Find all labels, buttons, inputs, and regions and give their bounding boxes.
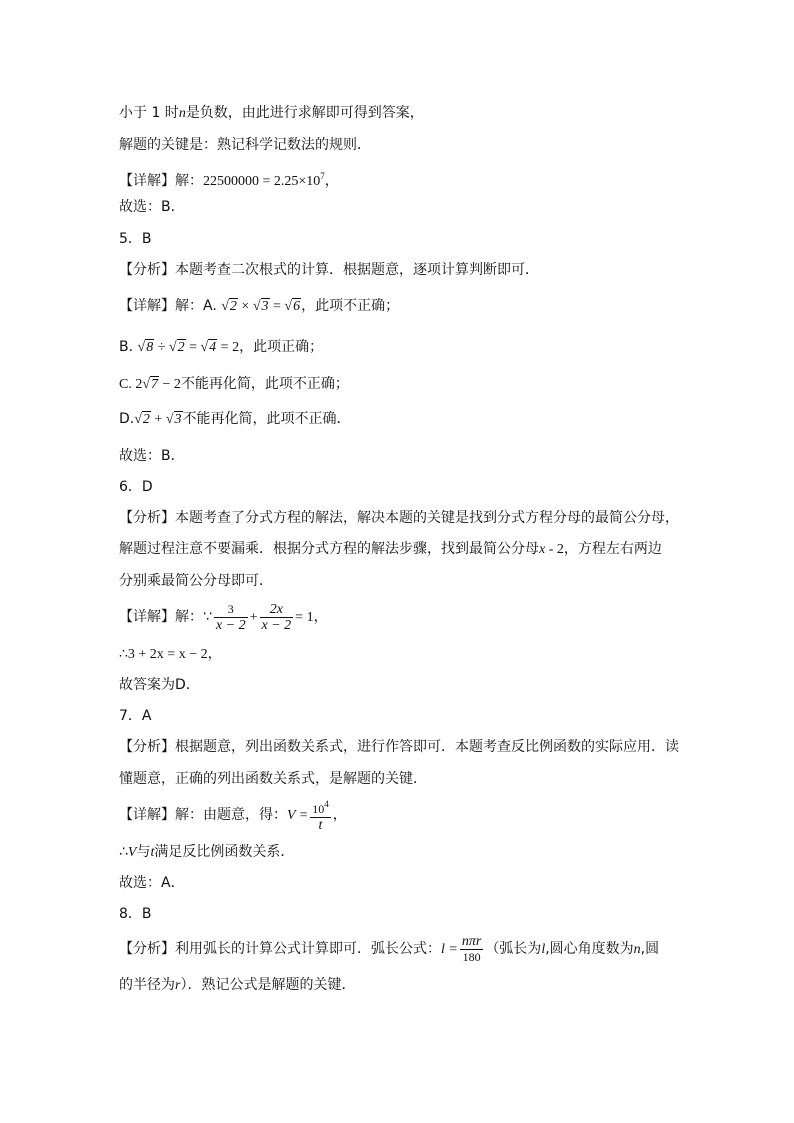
numerator: 10	[312, 802, 325, 816]
radicand: 8	[146, 340, 154, 355]
denominator: 180	[462, 949, 481, 964]
radicand: 7	[151, 377, 159, 392]
operator: = 1	[295, 610, 314, 625]
text-line	[119, 167, 339, 191]
sqrt-expression: √3	[252, 299, 269, 314]
text: ，	[207, 646, 222, 662]
denominator: x − 2	[261, 617, 292, 633]
text: ,圆	[640, 941, 660, 957]
text-line: 【分析】根据题意，列出函数关系式，进行作答即可．本题考查反比例函数的实际应用．读	[119, 739, 679, 755]
text: ，	[313, 609, 328, 625]
radicand: 3	[174, 412, 182, 427]
math-expression: - 2	[545, 542, 564, 557]
denominator: t	[318, 818, 323, 833]
math-expression: V =	[287, 808, 309, 823]
sqrt-expression: √2	[134, 412, 150, 427]
text: 【分析】利用弧长的计算公式计算即可．弧长公式：	[119, 941, 441, 957]
text: ,圆心角度数为	[545, 941, 634, 957]
operator: +	[150, 412, 166, 427]
question-number: 6．D	[119, 479, 153, 495]
text: 与	[136, 844, 151, 860]
text: （弧长为	[485, 941, 542, 957]
question-number: 5．B	[119, 231, 152, 247]
text-line: 懂题意，正确的列出函数关系式，是解题的关键．	[119, 771, 427, 787]
fraction	[214, 602, 248, 633]
text-line	[119, 540, 662, 559]
text-line: 故答案为D．	[119, 677, 200, 693]
text-line	[119, 600, 328, 635]
radicand: 3	[261, 299, 269, 314]
question-number: 7．A	[119, 708, 152, 724]
text: C. 2	[119, 377, 143, 392]
text: 的半径为	[119, 977, 175, 993]
text: ，	[332, 807, 347, 823]
text: ）．熟记公式是解题的关键．	[180, 977, 356, 993]
math-expression: ∴3 + 2x = x − 2	[119, 647, 208, 662]
operator: =	[269, 299, 285, 314]
numerator: 2x	[260, 602, 294, 618]
text: B.	[119, 339, 134, 355]
text-line	[119, 338, 323, 357]
text-line	[119, 645, 222, 664]
math-var: n	[633, 942, 641, 957]
radicand: 6	[293, 299, 301, 314]
text-line: 【分析】本题考查了分式方程的解法，解决本题的关键是找到分式方程分母的最简公分母，	[119, 510, 679, 526]
exponent: 4	[324, 799, 329, 809]
text: 【详解】解：由题意，得：	[119, 807, 287, 823]
operator: − 2	[159, 377, 181, 392]
text: D.	[119, 411, 135, 427]
denominator: x − 2	[215, 617, 246, 633]
numerator: nπr	[461, 933, 482, 949]
text-line: 分别乘最简公分母即可．	[119, 573, 273, 589]
text: 【详解】解：A.	[119, 298, 217, 314]
text-line	[119, 297, 399, 316]
text-line: 【分析】本题考查二次根式的计算．根据题意，逐项计算判断即可．	[119, 262, 539, 278]
text-line: 解题的关键是：熟记科学记数法的规则．	[119, 137, 371, 153]
text: 满足反比例函数关系．	[154, 844, 295, 860]
text-line	[119, 797, 347, 833]
sqrt-expression: √4	[200, 340, 217, 355]
text: 不能再化简，此项不正确；	[180, 376, 349, 392]
text-line: 故选：B．	[119, 448, 185, 464]
text-line: 故选：B．	[119, 199, 185, 215]
math-var: l	[541, 942, 546, 957]
text: 小于 1 时	[119, 105, 179, 121]
numerator: 3	[214, 602, 248, 618]
text-line	[119, 410, 351, 429]
operator: =	[185, 340, 201, 355]
text: ，	[324, 173, 339, 189]
sqrt-expression: √2	[168, 340, 185, 355]
sqrt-expression: √6	[284, 299, 301, 314]
fraction	[260, 602, 294, 633]
exponent: 7	[320, 171, 325, 181]
question-number: 8．B	[119, 906, 152, 922]
radicand: 2	[229, 299, 237, 314]
text: 不能再化简，此项不正确．	[182, 411, 351, 427]
text: 【详解】解：∵	[119, 609, 212, 625]
math-var: x	[539, 542, 546, 557]
math-var: t	[150, 845, 155, 860]
fraction	[310, 797, 331, 833]
text: ，此项正确；	[239, 339, 324, 355]
math-expression: l =	[441, 942, 458, 957]
text: ，此项不正确；	[301, 298, 400, 314]
sqrt-expression: √7	[142, 377, 159, 392]
operator: = 2	[217, 340, 240, 355]
fraction	[460, 934, 483, 965]
radicand: 2	[177, 340, 185, 355]
sqrt-expression: √2	[221, 299, 237, 314]
operator: +	[249, 610, 258, 625]
text-line	[119, 104, 424, 123]
text-line: 故选：A．	[119, 875, 185, 891]
sqrt-expression: √8	[137, 340, 154, 355]
math-var: r	[175, 978, 181, 993]
text-line	[119, 843, 294, 862]
operator: ÷	[154, 340, 169, 355]
text-line	[119, 375, 349, 394]
radicand: 2	[142, 412, 150, 427]
math-expression: 22500000 = 2.25×10	[203, 174, 321, 189]
text: 解题过程注意不要漏乘．根据分式方程的解法步骤，找到最简公分母	[119, 541, 539, 557]
text: 【详解】解：	[119, 173, 203, 189]
radicand: 4	[209, 340, 217, 355]
text-line	[119, 976, 355, 995]
text-line	[119, 932, 659, 967]
math-var: V	[127, 845, 137, 860]
text: ，方程左右两边	[563, 541, 662, 557]
text: 是负数，由此进行求解即可得到答案，	[185, 105, 424, 121]
text: ∴	[119, 844, 128, 860]
sqrt-expression: √3	[165, 412, 182, 427]
math-var: n	[178, 106, 186, 121]
operator: ×	[237, 299, 253, 314]
